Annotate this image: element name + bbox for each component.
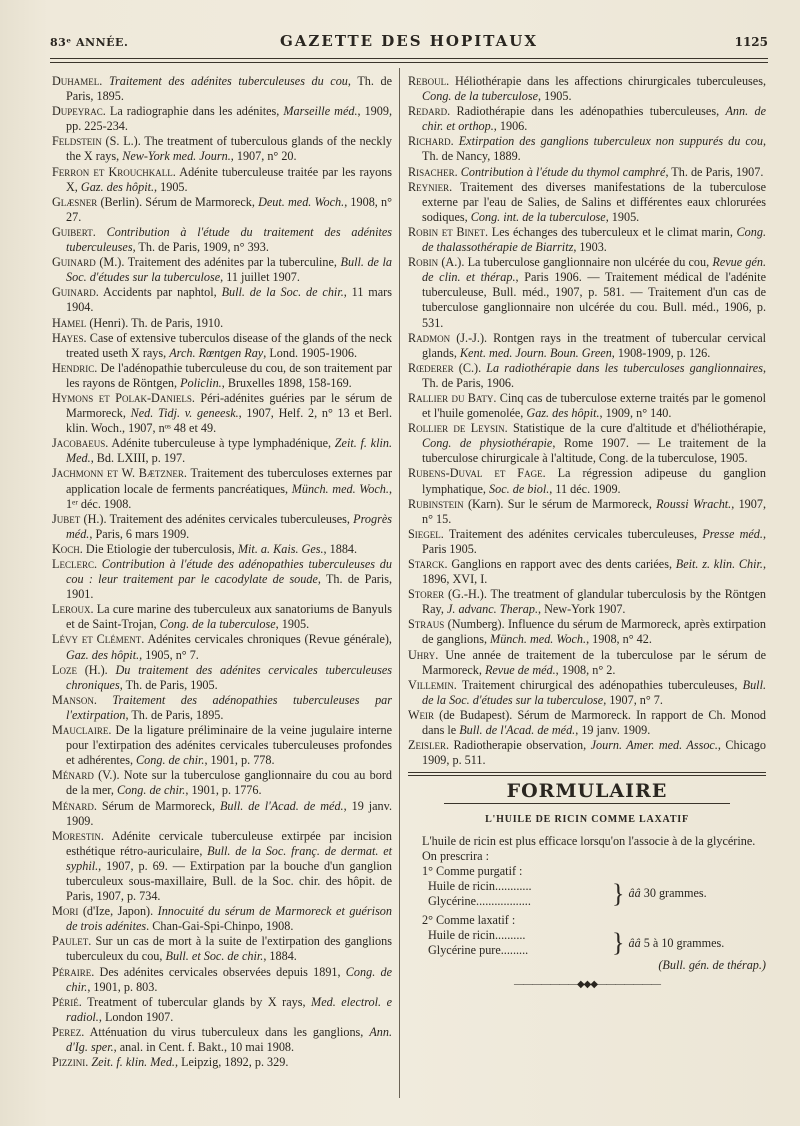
brace-icon: } — [612, 878, 625, 908]
reference-journal: Traitement des adénopathies tuberculeuses par l'extirpation — [66, 692, 392, 722]
reference-author: Robin — [408, 255, 439, 270]
reference-author: Rœderer — [408, 360, 454, 375]
reference-entry — [52, 799, 392, 829]
reference-details: , 1908-1909, p. 126. — [611, 345, 711, 360]
reference-details: , Lond. 1905-1906. — [263, 345, 357, 360]
prescription-1-line-1: Huile de ricin............ — [428, 878, 532, 893]
reference-journal: Cong. de chir. — [136, 753, 205, 768]
reference-journal: J. advanc. Therap. — [446, 602, 538, 617]
reference-details: , Chicago 1909, p. 511. — [422, 738, 766, 768]
page-number: 1125 — [734, 35, 768, 49]
reference-text: (A.). La tuberculose ganglionnaire non ulcérée du cou, — [438, 255, 713, 270]
reference-details: , Paris 1905. — [422, 526, 766, 556]
reference-text: Treatment of tubercular glands by X rays, — [81, 994, 312, 1009]
reference-author: Rubinstein — [408, 496, 464, 511]
reference-journal: Traitement des adénites tuberculeuses du cou — [108, 74, 348, 88]
reference-journal: Du traitement des adénites cervicales tuberculeuses chroniques — [66, 662, 393, 692]
reference-text: (C.). — [453, 360, 487, 375]
reference-author: Uhry. — [408, 647, 439, 662]
reference-author: Lévy et Clément. — [52, 632, 145, 647]
reference-entry — [52, 331, 392, 361]
reference-details: , 11 déc. 1909. — [549, 481, 621, 496]
reference-entry — [52, 512, 392, 542]
reference-journal: Kent. med. Journ. Boun. Green — [459, 345, 612, 360]
reference-entry — [52, 74, 392, 104]
reference-entry — [52, 723, 392, 768]
reference-entry — [408, 708, 766, 738]
prescription-2-line-1: Huile de ricin.......... — [428, 928, 526, 943]
reference-journal: Bull. de la Soc. de chir. — [221, 285, 344, 300]
reference-text: De la ligature préliminaire de la veine jugulaire interne pour l'extirpation des adénites cervicales tuberculeuses profondes et adhérentes, — [66, 723, 392, 768]
reference-details: , Rome 1907. — Le traitement de la tuberculose chirurgicale à l'altitude, Cong. de la tuberculose, 1905. — [422, 436, 766, 466]
reference-journal: Cong. de physiothérapie — [422, 436, 553, 451]
reference-text: (Numberg). Influence du sérum de Marmoreck, après extirpation de ganglions, — [422, 617, 766, 647]
reference-journal: Contribution à l'étude du traitement des adénites tuberculeuses — [66, 224, 392, 255]
references-right-column — [408, 74, 766, 768]
reference-author: Weir — [408, 707, 435, 722]
reference-details: , Th. de Paris, 1901. — [66, 572, 392, 602]
reference-entry — [52, 965, 392, 995]
reference-entry — [408, 648, 766, 678]
reference-author: Manson. — [52, 692, 97, 707]
references-left-column — [52, 74, 392, 1070]
reference-author: Leroux. — [52, 602, 94, 617]
reference-journal: Gaz. des hôpit. — [66, 647, 140, 662]
reference-details: , Th. de Paris, 1909, n° 393. — [132, 240, 269, 255]
reference-author: Morestin. — [52, 828, 104, 843]
reference-text: (H.). Traitement des adénites cervicales tuberculeuses, — [80, 511, 354, 526]
reference-journal: Gaz. des hôpit. — [526, 406, 600, 421]
reference-text: Héliothérapie dans les affections chirurgicales tuberculeuses, — [449, 74, 766, 88]
reference-journal: Bull. de la Soc. d'études sur la tuberculose — [422, 677, 766, 707]
reference-details: , 1908, n° 42. — [586, 632, 652, 647]
reference-entry — [52, 225, 392, 255]
reference-text: Péri-adénites guéries par le sérum de Marmoreck, — [66, 390, 392, 421]
reference-journal: Cong. de chir. — [116, 783, 186, 798]
reference-author: Pizzini. — [52, 1055, 89, 1070]
header-rule — [50, 58, 768, 59]
formulaire-prescribe: On prescrira : — [422, 848, 490, 863]
reference-journal: Journ. Amer. med. Assoc. — [590, 738, 718, 753]
reference-journal: Cong. de la tuberculose — [422, 89, 538, 104]
reference-entry — [52, 361, 392, 391]
reference-journal: La radiothérapie dans les tuberculoses ganglionnaires — [486, 360, 763, 375]
reference-journal: Cong. de chir. — [66, 964, 392, 994]
reference-text: (M.). Traitement des adénites par la tuberculine, — [95, 255, 341, 270]
reference-author: Paulet. — [52, 934, 92, 949]
reference-author: Robin et Binet. — [408, 224, 489, 239]
reference-journal: Ann. de chir. et orthop. — [422, 104, 767, 134]
reference-entry — [408, 527, 766, 557]
reference-author: Mori — [52, 904, 79, 919]
reference-entry — [52, 542, 392, 557]
reference-text: (d'Ize, Japon). — [78, 904, 158, 919]
reference-text: Cinq cas de tuberculose externe traités par le gomenol et l'huile gomenolée, — [422, 390, 766, 421]
reference-journal: Ned. Tidj. v. geneesk. — [130, 406, 239, 421]
reference-details: , 1905. — [275, 617, 310, 632]
reference-entry — [52, 391, 392, 436]
reference-entry — [52, 165, 392, 195]
reference-entry — [408, 678, 766, 708]
reference-entry — [408, 617, 766, 647]
reference-details: , Th. de Paris, 1895. — [125, 707, 224, 722]
reference-entry — [52, 1025, 392, 1055]
prescription-2-dose: ââ 5 à 10 grammes. — [628, 935, 725, 950]
reference-journal: Arch. Rœntgen Ray — [169, 345, 264, 360]
reference-text: Atténuation du virus tuberculeux dans les ganglions, — [84, 1024, 370, 1039]
reference-entry — [52, 255, 392, 285]
prescription-2 — [428, 928, 766, 958]
reference-details: , Bruxelles 1898, 158-169. — [221, 375, 352, 390]
reference-text: Sérum de Marmoreck, — [96, 798, 220, 813]
reference-entry — [408, 255, 766, 330]
reference-journal: New-York med. Journ. — [122, 149, 231, 164]
reference-author: Hayes. — [52, 330, 87, 345]
reference-author: Jacobaeus. — [52, 436, 109, 451]
reference-author: Rollier de Leysin. — [408, 421, 508, 436]
reference-author: Hymons et Polak-Daniels. — [52, 390, 195, 405]
reference-entry — [52, 632, 392, 662]
reference-entry — [52, 557, 392, 602]
reference-details: , 19 janv. 1909. — [66, 798, 392, 828]
reference-journal: Mit. a. Kais. Ges. — [237, 541, 324, 556]
reference-text: Les échanges des tuberculeux et le climat marin, — [488, 224, 737, 239]
formulaire-rule-top-second — [408, 775, 766, 776]
reference-author: Loze — [52, 662, 77, 677]
reference-entry — [52, 693, 392, 723]
reference-journal: Roussi Wracht. — [656, 496, 732, 511]
reference-author: Jubet — [52, 511, 81, 526]
reference-text: (S. L.). The treatment of tuberculous glands of the neckly the X rays, — [66, 134, 392, 164]
reference-text: (V.). Note sur la tuberculose ganglionnaire du cou au bord de la mer, — [66, 768, 392, 798]
formulaire-subtitle: L'HUILE DE RICIN COMME LAXATIF — [485, 814, 689, 826]
reference-author: Leclerc. — [52, 557, 97, 571]
reference-text: Une année de traitement de la tuberculose par le sérum de Marmoreck, — [422, 647, 766, 677]
reference-entry — [52, 829, 392, 904]
reference-journal: Soc. de biol. — [489, 481, 550, 496]
reference-details: , 1905. — [538, 89, 572, 104]
reference-author: Starck. — [408, 557, 448, 571]
reference-entry — [52, 436, 392, 466]
reference-details: , 1909, pp. 225-234. — [66, 104, 393, 134]
reference-journal: Münch. med. Woch. — [291, 481, 389, 496]
reference-entry — [408, 361, 766, 391]
prescription-1-dose: ââ 30 grammes. — [628, 886, 707, 901]
formulaire-title: FORMULAIRE — [506, 780, 668, 803]
reference-journal: Progrès méd. — [66, 511, 392, 541]
reference-details: , 1884. — [323, 541, 358, 556]
reference-text: De l'adénopathie tuberculeuse du cou, de son traitement par les rayons de Röntgen, — [66, 360, 392, 390]
reference-details: , 1907, n° 15. — [422, 496, 767, 526]
reference-author: Storer — [408, 587, 445, 602]
reference-details: , 11 juillet 1907. — [220, 270, 300, 285]
reference-entry — [52, 904, 392, 934]
reference-entry — [52, 663, 392, 693]
reference-details: , 1896, XVI, I. — [422, 557, 766, 587]
reference-details: . Chan-Gai-Spi-Chinpo, 1908. — [146, 919, 294, 934]
reference-text: Accidents par naphtol, — [98, 285, 222, 300]
reference-details: , Paris 1906. — Traitement médical de l'adénite tuberculeuse, Bull. méd., 1907, p. 581. — Traitement d'un cas de tuberculose ganglionnaire non ulcérée du cou. Bull. méd., 1906, p. 531. — [422, 270, 766, 330]
reference-entry — [52, 1055, 392, 1070]
reference-entry — [408, 165, 766, 180]
reference-entry — [52, 768, 392, 798]
reference-details: , 11 mars 1904. — [66, 285, 392, 315]
reference-text: Sur un cas de mort à la suite de l'extirpation des ganglions tuberculeux du cou, — [66, 934, 392, 964]
reference-details: , 1907, p. 69. — Extirpation par la bouche d'un ganglion tuberculeux sous-maxillaire, Bull. de la Soc. chir. des hôpit. de Paris, 1907, p. 734. — [66, 858, 392, 904]
reference-details: , 19 janv. 1909. — [575, 723, 651, 738]
reference-author: Rubens-Duval et Fage. — [408, 466, 546, 481]
reference-text: Radiothérapie dans les adénopathies tuberculeuses, — [450, 104, 726, 119]
reference-author: Reboul. — [408, 74, 450, 88]
reference-journal: Deut. med. Woch. — [258, 194, 345, 209]
header-rule-second — [50, 62, 768, 63]
volume-year: 83ᵉ ANNÉE. — [50, 36, 129, 49]
reference-details: , 1905. — [605, 209, 640, 224]
reference-author: Radmon — [408, 330, 451, 345]
reference-journal: Contribution à l'étude des adénopathies tuberculeuses du cou : leur traitement par le cacodylate de soude — [66, 557, 392, 587]
reference-details: , Th. de Nancy, 1889. — [422, 134, 767, 164]
reference-journal: Cong. int. de la tuberculose — [470, 209, 606, 224]
reference-text: Statistique de la cure d'altitude et d'héliothérapie, — [507, 421, 766, 436]
reference-text: (de Budapest). Sérum de Marmoreck. In rapport de Ch. Monod dans le — [422, 707, 766, 738]
formulaire-title-rule — [444, 803, 730, 804]
reference-author: Ferron et Krouchkall. — [52, 164, 176, 179]
reference-text: (Karn). Sur le sérum de Marmoreck, — [463, 496, 657, 511]
end-ornament-icon: ———————◆◆◆——————— — [513, 979, 661, 991]
reference-text: (Berlin). Sérum de Marmoreck, — [97, 194, 259, 209]
reference-entry — [408, 557, 766, 587]
reference-author: Guinard — [52, 255, 96, 270]
reference-text: Traitement des adénites cervicales tuberculeuses, — [443, 526, 703, 541]
prescription-2-line-2: Glycérine pure......... — [428, 943, 529, 958]
prescription-2-label: 2° Comme laxatif : — [422, 912, 516, 927]
reference-author: Guinard. — [52, 285, 99, 300]
reference-journal: Bull. de l'Acad. de méd. — [459, 723, 576, 738]
reference-details: , 1884. — [263, 949, 297, 964]
reference-journal: Zeit. f. klin. Med. — [66, 436, 392, 466]
prescription-1-label: 1° Comme purgatif : — [422, 863, 523, 878]
reference-details: , 1907, n° 7. — [603, 692, 663, 707]
reference-details: , Bd. LXIII, p. 197. — [90, 451, 186, 466]
reference-details: , 1901, p. 1776. — [185, 783, 262, 798]
reference-author: Rallier du Baty. — [408, 390, 497, 405]
formulaire-intro: L'huile de ricin est plus efficace lorsqu'on l'associe à de la glycérine. — [422, 833, 756, 848]
reference-text: Adénites cervicales chroniques (Revue générale), — [144, 632, 392, 647]
reference-details: , 1909, n° 140. — [599, 406, 672, 421]
page-header — [50, 32, 768, 54]
reference-journal: Bull. de la Soc. d'études sur la tuberculose — [66, 255, 393, 285]
reference-details: , 1901, p. 803. — [87, 979, 158, 994]
reference-entry — [52, 466, 392, 511]
reference-entry — [52, 602, 392, 632]
reference-text: La radiographie dans les adénites, — [105, 104, 284, 119]
reference-details: , 1908, n° 27. — [66, 194, 393, 224]
reference-journal: Contribution à l'étude du thymol camphré — [460, 164, 666, 179]
reference-author: Villemin. — [408, 677, 457, 692]
reference-journal: Presse méd. — [702, 526, 763, 541]
reference-text: Ganglions en rapport avec des dents cariées, — [447, 557, 676, 571]
reference-entry — [408, 180, 766, 225]
reference-details: , London 1907. — [98, 1009, 174, 1024]
reference-text: Radiotherapie observation, — [449, 738, 591, 753]
journal-title: GAZETTE DES HOPITAUX — [279, 32, 538, 50]
reference-author: Perez. — [52, 1024, 85, 1039]
formulaire-rule-top — [408, 772, 766, 773]
reference-entry — [408, 74, 766, 104]
reference-author: Feldstein — [52, 134, 102, 149]
reference-author: Guibert. — [52, 224, 96, 239]
reference-journal: Marseille méd. — [283, 104, 358, 119]
reference-details: , 1906. — [493, 119, 528, 134]
reference-details: , Leipzig, 1892, p. 329. — [174, 1055, 289, 1070]
reference-text: La régression adipeuse du ganglion lymphatique, — [422, 466, 766, 496]
reference-entry — [408, 225, 766, 255]
reference-details: , Th. de Paris, 1907. — [665, 164, 764, 179]
reference-details: , Th. de Paris, 1895. — [66, 74, 392, 104]
reference-text: Case of extensive tuberculos disease of the glands of the neck treated useth X rays, — [66, 330, 392, 360]
reference-details: , Th. de Paris, 1905. — [119, 677, 218, 692]
reference-journal: Münch. med. Woch. — [490, 632, 587, 647]
reference-author: Jachmonn et W. Bætzner. — [52, 466, 187, 481]
reference-entry — [408, 331, 766, 361]
reference-text: (H.). — [76, 662, 116, 677]
formulaire-source: (Bull. gén. de thérap.) — [658, 958, 766, 973]
prescription-1 — [428, 879, 766, 909]
reference-entry — [52, 934, 392, 964]
reference-entry — [52, 316, 392, 331]
reference-text: La cure marine des tuberculeux aux sanatoriums de Banyuls et de Saint-Trojan, — [66, 602, 392, 632]
reference-author: Richard. — [408, 134, 454, 149]
reference-entry — [408, 391, 766, 421]
reference-author: Ménard. — [52, 798, 97, 813]
reference-journal: Cong. de thalassothérapie de Biarritz — [422, 224, 767, 255]
reference-journal: Ann. d'Ig. sper. — [66, 1024, 392, 1054]
reference-text: Adénite tuberculeuse traitée par les rayons X, — [66, 164, 393, 194]
reference-details: , 1907, Helf. 2, n° 13 et Berl. klin. Woch., 1907, nᵒˢ 48 et 49. — [66, 406, 392, 436]
reference-text: Des adénites cervicales observées depuis 1891, — [94, 964, 346, 979]
reference-journal: Policlin. — [180, 375, 222, 390]
reference-text: Adénite tuberculeuse à type lymphadénique, — [108, 436, 335, 451]
reference-author: Hamel — [52, 315, 87, 330]
reference-entry — [52, 195, 392, 225]
reference-details: , 1907, n° 20. — [230, 149, 297, 164]
reference-journal: Beit. z. klin. Chir. — [675, 557, 763, 571]
reference-author: Reynier. — [408, 179, 453, 194]
reference-journal: Cong. de la tuberculose — [159, 617, 276, 632]
reference-author: Risacher. — [408, 164, 458, 179]
reference-entry — [52, 134, 392, 164]
formulaire-body — [408, 834, 766, 993]
reference-text — [96, 225, 107, 239]
reference-entry — [408, 738, 766, 768]
reference-author: Duhamel. — [52, 74, 103, 88]
reference-details: , New-York 1907. — [538, 602, 626, 617]
reference-entry — [408, 134, 766, 164]
reference-author: Straus — [408, 617, 445, 632]
reference-details: , 1901, p. 778. — [204, 753, 275, 768]
reference-author: Dupeyrac. — [52, 104, 106, 119]
reference-entry — [408, 421, 766, 466]
reference-author: Koch. — [52, 541, 83, 556]
reference-entry — [52, 285, 392, 315]
reference-author: Redard. — [408, 104, 451, 119]
reference-entry — [408, 587, 766, 617]
reference-author: Péraire. — [52, 964, 95, 979]
reference-text — [102, 74, 109, 88]
reference-details: , 1905. — [154, 179, 188, 194]
reference-entry — [52, 104, 392, 134]
reference-text: Die Etiologie der tuberculosis, — [82, 541, 238, 556]
reference-details: , Th. de Paris, 1906. — [422, 360, 767, 390]
reference-entry — [52, 995, 392, 1025]
reference-entry — [408, 466, 766, 496]
reference-details: , Paris, 6 mars 1909. — [89, 526, 190, 541]
reference-details: , 1903. — [573, 240, 607, 255]
reference-journal: Gaz. des hôpit. — [80, 179, 155, 194]
right-column — [408, 74, 766, 992]
reference-journal: Bull. de l'Acad. de méd. — [219, 798, 344, 813]
reference-journal: Bull. et Soc. de chir. — [165, 949, 264, 964]
reference-journal: Zeit. f. klin. Med. — [91, 1055, 175, 1070]
reference-details: , 1ᵉʳ déc. 1908. — [66, 481, 392, 511]
reference-journal: Revue gén. de clin. et thérap. — [422, 255, 766, 285]
reference-journal: Innocuité du sérum de Marmoreck et guérison de trois adénites — [66, 904, 392, 934]
reference-author: Siegel. — [408, 526, 444, 541]
reference-text: (J.-J.). Rontgen rays in the treatment of tubercular cervical glands, — [422, 330, 766, 360]
column-divider — [399, 68, 400, 1098]
reference-details: , 1905, n° 7. — [139, 647, 199, 662]
reference-text: Traitement des tuberculoses externes par application locale de ferments pancréatiques, — [66, 466, 392, 496]
reference-journal: Bull. de la Soc. franç. de dermat. et syphil. — [66, 843, 392, 873]
reference-author: Zeisler. — [408, 738, 449, 753]
reference-text: Adénite cervicale tuberculeuse extirpée par incision esthétique rétro-auriculaire, — [66, 828, 392, 858]
reference-author: Hendric. — [52, 360, 98, 375]
reference-author: Périé. — [52, 994, 82, 1009]
reference-author: Ménard — [52, 768, 94, 783]
brace-icon: } — [612, 928, 625, 958]
reference-text: Traitement des diverses manifestations de la tuberculose externe par l'eau de Salies, de Salins et différentes eaux chlorurées sodiques, — [422, 179, 766, 224]
reference-journal: Revue de méd. — [484, 662, 556, 677]
reference-journal: Extirpation des ganglions tuberculeux non suppurés du cou — [458, 134, 763, 149]
reference-author: Glæsner — [52, 194, 98, 209]
prescription-1-line-2: Glycérine.................. — [428, 893, 531, 908]
reference-entry — [408, 497, 766, 527]
reference-text — [97, 693, 113, 707]
reference-entry — [408, 104, 766, 134]
reference-text: (G.-H.). The treatment of glandular tuberculosis by the Röntgen Ray, — [422, 587, 766, 617]
reference-author: Mauclaire. — [52, 723, 112, 738]
reference-journal: Med. electrol. e radiol. — [66, 994, 392, 1024]
reference-details: , 1908, n° 2. — [555, 662, 616, 677]
reference-text: (Henri). Th. de Paris, 1910. — [86, 315, 224, 330]
reference-details: , anal. in Cent. f. Bakt., 10 mai 1908. — [113, 1040, 295, 1054]
reference-text: Traitement chirurgical des adénopathies tuberculeuses, — [456, 677, 743, 692]
